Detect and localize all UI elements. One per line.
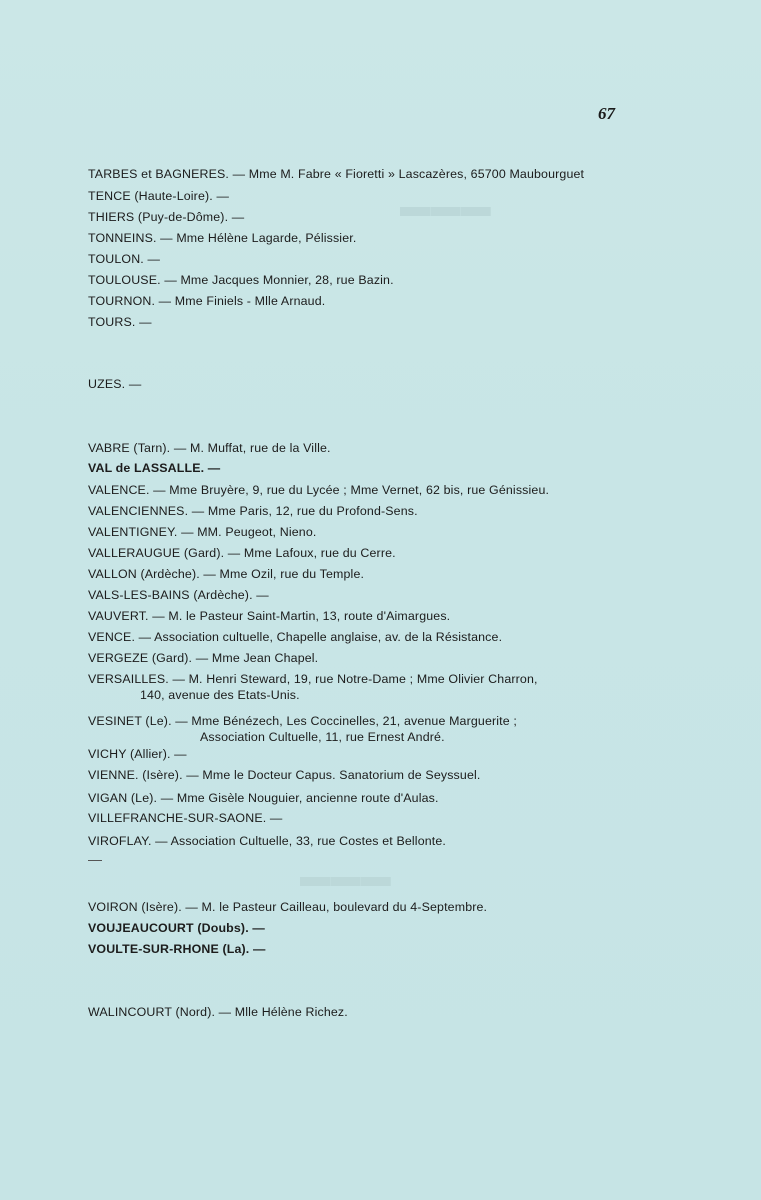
entry-text: VAUVERT. — M. le Pasteur Saint-Martin, 13, route d'Aimargues. [88,609,451,623]
entry-val-de-lassalle [88,460,220,476]
entry-valleraugue [88,545,396,561]
entry-text: WALINCOURT (Nord). — Mlle Hélène Richez. [88,1005,348,1019]
entry-text: TENCE (Haute-Loire). — [88,189,230,203]
entry-vallon [88,566,364,582]
entry-text-continued: Association Cultuelle, 11, rue Ernest André. [200,730,445,744]
entry-vienne [88,767,480,783]
entry-tarbes [88,166,584,182]
entry-viroflay [88,833,446,849]
entry-versailles [88,671,538,703]
entry-text: VOUJEAUCOURT (Doubs). — [88,921,265,935]
entry-vabre [88,440,331,456]
entry-text: VALENCE. — Mme Bruyère, 9, rue du Lycée ; Mme Vernet, 62 bis, rue Génissieu. [88,483,550,497]
entry-villefranche [88,810,282,826]
entry-walincourt [88,1004,348,1020]
entry-text-continued: 140, avenue des Etats-Unis. [140,688,300,702]
entry-vergeze [88,650,318,666]
entry-thiers [88,209,244,225]
entry-tence [88,188,229,204]
entry-text: VALLERAUGUE (Gard). — Mme Lafoux, rue du Cerre. [88,546,396,560]
entry-toulon [88,251,160,267]
entry-text: VICHY (Allier). — [88,747,187,761]
entry-text: TARBES et BAGNERES. — Mme M. Fabre « Fioretti » Lascazères, 65700 Maubourguet [88,167,585,181]
entry-vals-les-bains [88,587,269,603]
entry-text: VIENNE. (Isère). — Mme le Docteur Capus. Sanatorium de Seyssuel. [88,768,481,782]
entry-text: VALS-LES-BAINS (Ardèche). — [88,588,269,602]
entry-vesinet [88,713,517,745]
entry-text: THIERS (Puy-de-Dôme). — [88,210,245,224]
entry-text: VABRE (Tarn). — M. Muffat, rue de la Ville. [88,441,331,455]
entry-text: VILLEFRANCHE-SUR-SAONE. — [88,811,283,825]
entry-tours [88,314,152,330]
entry-text: TOULON. — [88,252,161,266]
entry-voujeaucourt [88,920,265,936]
entry-text: TOURS. — [88,315,152,329]
entry-text: VALLON (Ardèche). — Mme Ozil, rue du Temple. [88,567,365,581]
entry-vauvert [88,608,450,624]
entry-voulte-sur-rhone [88,941,266,957]
entry-tonneins [88,230,356,246]
entry-valentigney [88,524,316,540]
entry-valence [88,482,549,498]
entry-vigan [88,790,439,806]
entry-text: VOIRON (Isère). — M. le Pasteur Cailleau, boulevard du 4-Septembre. [88,900,488,914]
entry-text: VALENTIGNEY. — MM. Peugeot, Nieno. [88,525,317,539]
entry-text: TOURNON. — Mme Finiels - Mlle Arnaud. [88,294,326,308]
bleed-through-heading-2: ▬▬▬ [300,860,392,893]
entry-vichy [88,746,187,762]
entry-text: VOULTE-SUR-RHONE (La). — [88,942,266,956]
entry-valenciennes [88,503,418,519]
entry-tournon [88,293,325,309]
entry-text: VIGAN (Le). — Mme Gisèle Nouguier, ancienne route d'Aulas. [88,791,439,805]
entry-text: VESINET (Le). — Mme Bénézech, Les Coccinelles, 21, avenue Marguerite ; [88,714,517,728]
entry-uzes [88,376,141,392]
entry-text: UZES. — [88,377,142,391]
entry-voiron [88,899,487,915]
entry-text: VALENCIENNES. — Mme Paris, 12, rue du Profond-Sens. [88,504,418,518]
entry-text: VIROFLAY. — Association Cultuelle, 33, rue Costes et Bellonte. [88,834,447,848]
bleed-through-heading: ▬▬▬ [400,190,492,223]
entry-text: VERSAILLES. — M. Henri Steward, 19, rue Notre-Dame ; Mme Olivier Charron, [88,672,538,686]
entry-text: TONNEINS. — Mme Hélène Lagarde, Pélissier. [88,231,357,245]
page-number: 67 [598,104,615,123]
separator-mark [88,860,102,861]
entry-text: VENCE. — Association cultuelle, Chapelle anglaise, av. de la Résistance. [88,630,503,644]
entry-text: TOULOUSE. — Mme Jacques Monnier, 28, rue Bazin. [88,273,394,287]
entry-toulouse [88,272,394,288]
entry-vence [88,629,502,645]
entry-text: VAL de LASSALLE. — [88,461,221,475]
entry-text: VERGEZE (Gard). — Mme Jean Chapel. [88,651,319,665]
